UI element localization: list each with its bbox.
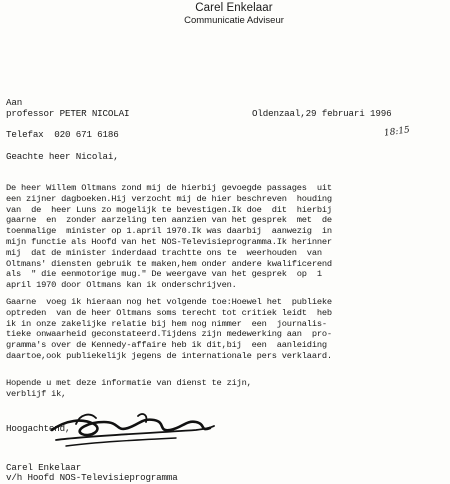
signatory-name: Carel Enkelaar [6,462,82,473]
letterhead [0,2,450,26]
handwritten-reference: 18:15 [383,125,411,139]
paragraph-2: Gaarne voeg ik hieraan nog het volgende toe:Hoewel het publieke optreden van de heer Oltmans soms terecht tot critiek leidt heb ik in onze zakelijke relatie bij hem nog nimmer een journalis- tieke onwaarheid geconstateerd.Tijdens zijn medewerking aan pro- gramma's over de Kennedy-affaire heb ik dit,bij een aanleiding daartoe,ook publiekelijk jegens de internationale pers verklaard. [6,297,332,361]
fax-number: Telefax 020 671 6186 [6,129,119,140]
place-date: Oldenzaal,29 februari 1996 [252,108,392,119]
letterhead-role: Communicatie Adviseur [184,15,284,26]
letterhead-name: Carel Enkelaar [195,2,273,14]
salutation: Geachte heer Nicolai, [6,151,119,162]
paragraph-3: Hopende u met deze informatie van dienst te zijn, verblijf ik, [6,378,252,399]
signatory-title: v/h Hoofd NOS-Televisieprogramma [6,472,178,483]
recipient-name: professor PETER NICOLAI [6,108,130,119]
closing: Hoogachtend, [6,423,71,434]
address-to-label: Aan [6,97,23,108]
paragraph-1: De heer Willem Oltmans zond mij de hierbij gevoegde passages uit een zijner dagboeken.Hij verzocht mij de hier beschreven houding van de heer Luns zo mogelijk te bevestigen.Ik doe dit hierbij gaarne en zonder aarzeling ten aanzien van het gesprek met de toenmalige minister op 1.april 1970.Ik was daarbij aanwezig in mijn functie als Hoofd van het NOS-Televisieprogramma.Ik herinner mij dat de minister inderdaad trachtte ons te weerhouden van Oltmans' diensten gebruik te maken,hem onder andere kwalificerend als " die eenmotorige mug." De weergave van het gesprek op 1 april 1970 door Oltmans kan ik onderschrijven. [6,183,332,291]
handwritten-signature [46,410,216,466]
